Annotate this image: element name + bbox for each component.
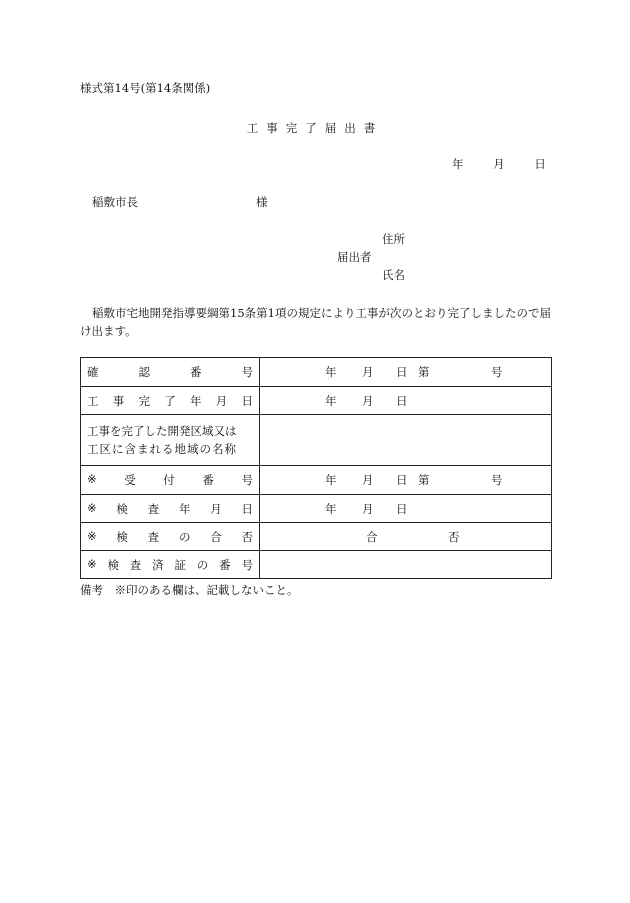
label-inspection-result bbox=[81, 523, 260, 551]
recipient-name: 稲敷市長 bbox=[92, 195, 138, 209]
label-char: 査 bbox=[147, 529, 160, 544]
year-label: 年 bbox=[325, 473, 337, 487]
value-inspection-result[interactable] bbox=[260, 523, 552, 551]
date-year-label: 年 bbox=[452, 157, 464, 171]
spread-label bbox=[87, 364, 253, 380]
label-area-name-line1: 工事を完了した開発区域又は bbox=[87, 424, 237, 438]
completion-info-table bbox=[80, 357, 552, 579]
label-char: の bbox=[196, 557, 209, 572]
label-char: 検 bbox=[116, 501, 128, 516]
dai-label: 第 bbox=[418, 365, 430, 379]
label-char: の bbox=[178, 529, 191, 544]
label-char: ※ bbox=[87, 556, 97, 571]
pass-label: 合 bbox=[366, 529, 378, 544]
label-char: ※ bbox=[87, 528, 97, 543]
label-char: 年 bbox=[178, 501, 191, 516]
day-label: 日 bbox=[396, 365, 408, 379]
table-row-completion-date bbox=[81, 387, 552, 415]
label-char: 年 bbox=[190, 393, 202, 408]
label-char: 番 bbox=[202, 473, 214, 487]
spread-label bbox=[87, 529, 253, 545]
label-char: 号 bbox=[241, 473, 253, 487]
label-char: 番 bbox=[219, 557, 231, 572]
month-label: 月 bbox=[362, 365, 374, 379]
spread-label bbox=[87, 393, 253, 409]
label-char: 月 bbox=[215, 393, 228, 408]
fail-label: 否 bbox=[448, 529, 460, 544]
label-char: 月 bbox=[210, 501, 222, 516]
table-row-inspection-date bbox=[81, 495, 552, 523]
year-label: 年 bbox=[325, 501, 337, 516]
month-label: 月 bbox=[362, 393, 374, 408]
label-char: 完 bbox=[138, 393, 150, 408]
body-text: 稲敷市宅地開発指導要綱第15条第1項の規定により工事が次のとおり完了しましたので届け出ます。 bbox=[80, 306, 551, 338]
gou-label: 号 bbox=[491, 365, 503, 379]
label-area-name-line2: 工区に含まれる地域の名称 bbox=[87, 442, 237, 456]
label-char: 検 bbox=[107, 557, 119, 572]
label-completion-date bbox=[81, 387, 260, 415]
label-char: 確 bbox=[87, 365, 99, 379]
label-inspection-date bbox=[81, 495, 260, 523]
label-char: 付 bbox=[163, 473, 175, 487]
spread-label bbox=[87, 557, 253, 573]
label-char: ※ bbox=[87, 472, 97, 486]
date-day-label: 日 bbox=[534, 157, 546, 171]
label-char: 認 bbox=[138, 365, 150, 379]
value-area-name[interactable] bbox=[260, 415, 552, 466]
label-char: 工 bbox=[87, 393, 99, 408]
label-receipt-number bbox=[81, 466, 260, 495]
label-char: 号 bbox=[241, 365, 253, 379]
label-char: 事 bbox=[112, 393, 125, 408]
label-char: ※ bbox=[87, 500, 97, 515]
remarks: 備考 ※印のある欄は、記載しないこと。 bbox=[80, 583, 299, 597]
day-label: 日 bbox=[396, 393, 408, 408]
label-certificate-number bbox=[81, 551, 260, 579]
value-inspection-date[interactable] bbox=[260, 495, 552, 523]
label-char: 否 bbox=[241, 529, 253, 544]
name-label: 氏名 bbox=[382, 268, 405, 282]
date-line bbox=[452, 156, 546, 172]
month-label: 月 bbox=[362, 473, 374, 487]
label-char: 証 bbox=[174, 557, 186, 572]
label-char: 受 bbox=[124, 473, 136, 487]
label-char: 号 bbox=[241, 557, 253, 572]
spread-label bbox=[87, 501, 253, 517]
label-area-name bbox=[81, 415, 260, 466]
label-char: 査 bbox=[129, 557, 142, 572]
label-char: 合 bbox=[210, 529, 222, 544]
year-label: 年 bbox=[325, 365, 337, 379]
label-confirmation-number bbox=[81, 358, 260, 387]
table-row-confirmation-number bbox=[81, 358, 552, 387]
filer-label: 届出者 bbox=[337, 250, 372, 264]
year-label: 年 bbox=[325, 393, 337, 408]
dai-label: 第 bbox=[418, 473, 430, 487]
recipient-honorific: 様 bbox=[256, 195, 268, 209]
label-char: 番 bbox=[190, 365, 202, 379]
value-confirmation-number[interactable] bbox=[260, 358, 552, 387]
label-char: 了 bbox=[164, 393, 176, 408]
table-row-certificate-number bbox=[81, 551, 552, 579]
gou-label: 号 bbox=[491, 473, 503, 487]
month-label: 月 bbox=[362, 501, 374, 516]
document-title: 工事完了届出書 bbox=[246, 121, 384, 135]
form-number: 様式第14号(第14条関係) bbox=[80, 81, 211, 95]
day-label: 日 bbox=[396, 501, 408, 516]
table-row-receipt-number bbox=[81, 466, 552, 495]
label-char: 検 bbox=[116, 529, 128, 544]
label-char: 査 bbox=[147, 501, 160, 516]
value-certificate-number[interactable] bbox=[260, 551, 552, 579]
address-label: 住所 bbox=[382, 232, 405, 246]
label-char: 日 bbox=[241, 501, 253, 516]
value-completion-date[interactable] bbox=[260, 387, 552, 415]
label-char: 済 bbox=[152, 557, 164, 572]
date-month-label: 月 bbox=[493, 157, 505, 171]
value-receipt-number[interactable] bbox=[260, 466, 552, 495]
table-row-area-name bbox=[81, 415, 552, 466]
spread-label bbox=[87, 472, 253, 488]
day-label: 日 bbox=[396, 473, 408, 487]
table-row-inspection-result bbox=[81, 523, 552, 551]
label-char: 日 bbox=[241, 393, 253, 408]
